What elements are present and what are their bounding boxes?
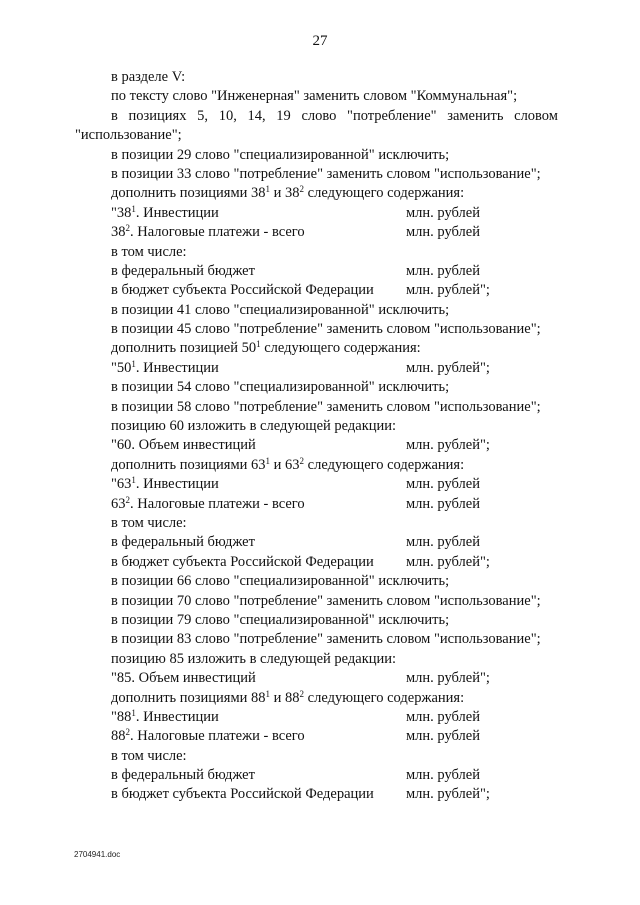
unit: млн. рублей"; <box>406 553 490 570</box>
text: следующего содержания: <box>304 185 465 202</box>
text: . Инвестиции <box>135 204 219 221</box>
position-row <box>0 495 640 514</box>
text-line <box>0 184 640 203</box>
position-row <box>0 262 640 281</box>
unit: млн. рублей <box>406 767 480 784</box>
text-line: в позиции 58 слово "потребление" заменить словом "использование"; <box>111 398 541 415</box>
position-row <box>0 533 640 552</box>
file-name-footer: 2704941.doc <box>74 850 121 859</box>
word: словом <box>514 107 558 124</box>
position-row <box>0 708 640 727</box>
text-line <box>0 689 640 708</box>
unit: млн. рублей"; <box>406 670 490 687</box>
text-line: позицию 85 изложить в следующей редакции: <box>111 650 397 667</box>
unit: млн. рублей <box>406 495 480 512</box>
unit: млн. рублей <box>406 476 480 493</box>
text-line: в позиции 33 слово "потребление" заменить словом "использование"; <box>111 165 541 182</box>
text: дополнить позициями 38 <box>111 185 266 202</box>
document-body <box>0 68 640 805</box>
superscript: 2 <box>299 184 305 195</box>
superscript: 1 <box>256 339 261 350</box>
text-line <box>0 456 640 475</box>
unit: млн. рублей"; <box>406 786 490 803</box>
text: дополнить позициями 63 <box>111 456 266 473</box>
text: . Налоговые платежи - всего <box>130 495 305 512</box>
position-label <box>111 708 219 727</box>
superscript: 1 <box>265 688 271 699</box>
text-line: "использование"; <box>75 127 182 144</box>
unit: млн. рублей"; <box>406 359 490 376</box>
word: 19 <box>276 107 291 124</box>
position-row <box>0 785 640 804</box>
text-line: в позиции 70 слово "потребление" заменить словом "использование"; <box>111 592 541 609</box>
unit: млн. рублей <box>406 204 480 221</box>
text: "38 <box>111 204 132 221</box>
superscript: 2 <box>125 727 130 738</box>
word: заменить <box>447 107 504 124</box>
word: 10, <box>218 107 237 124</box>
text: "63 <box>111 476 132 493</box>
position-row <box>0 727 640 746</box>
unit: млн. рублей <box>406 534 480 551</box>
position-label: в федеральный бюджет <box>111 534 255 551</box>
superscript: 1 <box>131 475 136 486</box>
text: дополнить позициями 88 <box>111 689 266 706</box>
text: "50 <box>111 359 132 376</box>
text: 38 <box>111 224 126 241</box>
position-label <box>111 204 219 223</box>
text: . Инвестиции <box>135 708 219 725</box>
text: следующего содержания: <box>260 340 421 357</box>
position-label <box>111 475 219 494</box>
position-row <box>0 436 640 455</box>
text: и 63 <box>270 456 300 473</box>
text-line: по тексту слово "Инженерная" заменить словом "Коммунальная"; <box>111 88 518 105</box>
word: "потребление" <box>347 107 437 124</box>
position-label <box>111 727 305 746</box>
position-row <box>0 766 640 785</box>
position-row <box>0 223 640 242</box>
unit: млн. рублей <box>406 262 480 279</box>
page-number: 27 <box>312 33 328 49</box>
word: слово <box>301 107 337 124</box>
text-line: позицию 60 изложить в следующей редакции: <box>111 418 397 435</box>
text-line: в разделе V: <box>111 69 186 85</box>
text: . Налоговые платежи - всего <box>130 728 305 745</box>
position-label <box>111 359 219 378</box>
unit: млн. рублей <box>406 224 480 241</box>
text-line: в том числе: <box>111 243 187 260</box>
position-label: в бюджет субъекта Российской Федерации <box>111 282 374 299</box>
position-label: в федеральный бюджет <box>111 767 255 784</box>
superscript: 1 <box>265 184 271 195</box>
superscript: 2 <box>125 494 130 505</box>
text-line <box>0 339 640 358</box>
text-line: в том числе: <box>111 514 187 531</box>
text-line: в том числе: <box>111 747 187 764</box>
superscript: 1 <box>131 707 136 718</box>
position-label: "85. Объем инвестиций <box>111 670 256 687</box>
unit: млн. рублей"; <box>406 282 490 299</box>
superscript: 2 <box>125 223 130 234</box>
unit: млн. рублей"; <box>406 437 490 454</box>
position-label: в бюджет субъекта Российской Федерации <box>111 553 374 570</box>
text: следующего содержания: <box>304 456 465 473</box>
word: 14, <box>247 107 266 124</box>
justified-line <box>0 107 640 126</box>
position-row <box>0 475 640 494</box>
word: позициях <box>128 107 187 124</box>
text: . Инвестиции <box>135 359 219 376</box>
position-row <box>0 553 640 572</box>
position-row <box>0 204 640 223</box>
position-label: в федеральный бюджет <box>111 262 255 279</box>
text: "88 <box>111 708 132 725</box>
superscript: 2 <box>299 455 305 466</box>
word: 5, <box>197 107 209 124</box>
superscript: 1 <box>131 358 136 369</box>
text-line: в позиции 54 слово "специализированной" исключить; <box>111 379 450 396</box>
superscript: 2 <box>299 688 305 699</box>
word: в <box>111 107 118 124</box>
text: дополнить позицией 50 <box>111 340 257 357</box>
position-label <box>111 495 305 514</box>
unit: млн. рублей <box>406 728 480 745</box>
text: и 88 <box>270 689 300 706</box>
text-line: в позиции 79 слово "специализированной" исключить; <box>111 611 450 628</box>
text: и 38 <box>270 185 300 202</box>
position-row <box>0 669 640 688</box>
position-row <box>0 281 640 300</box>
text: . Налоговые платежи - всего <box>130 224 305 241</box>
position-row <box>0 359 640 378</box>
position-label: в бюджет субъекта Российской Федерации <box>111 786 374 803</box>
text-line: в позиции 41 слово "специализированной" исключить; <box>111 301 450 318</box>
unit: млн. рублей <box>406 708 480 725</box>
text: 63 <box>111 495 126 512</box>
text-line: в позиции 29 слово "специализированной" исключить; <box>111 146 450 163</box>
text-line: в позиции 66 слово "специализированной" исключить; <box>111 573 450 590</box>
superscript: 1 <box>131 203 136 214</box>
text-line: в позиции 83 слово "потребление" заменить словом "использование"; <box>111 631 541 648</box>
position-label <box>111 223 305 242</box>
text: . Инвестиции <box>135 476 219 493</box>
text: следующего содержания: <box>304 689 465 706</box>
superscript: 1 <box>265 455 271 466</box>
text-line: в позиции 45 слово "потребление" заменить словом "использование"; <box>111 321 541 338</box>
text: 88 <box>111 728 126 745</box>
position-label: "60. Объем инвестиций <box>111 437 256 454</box>
